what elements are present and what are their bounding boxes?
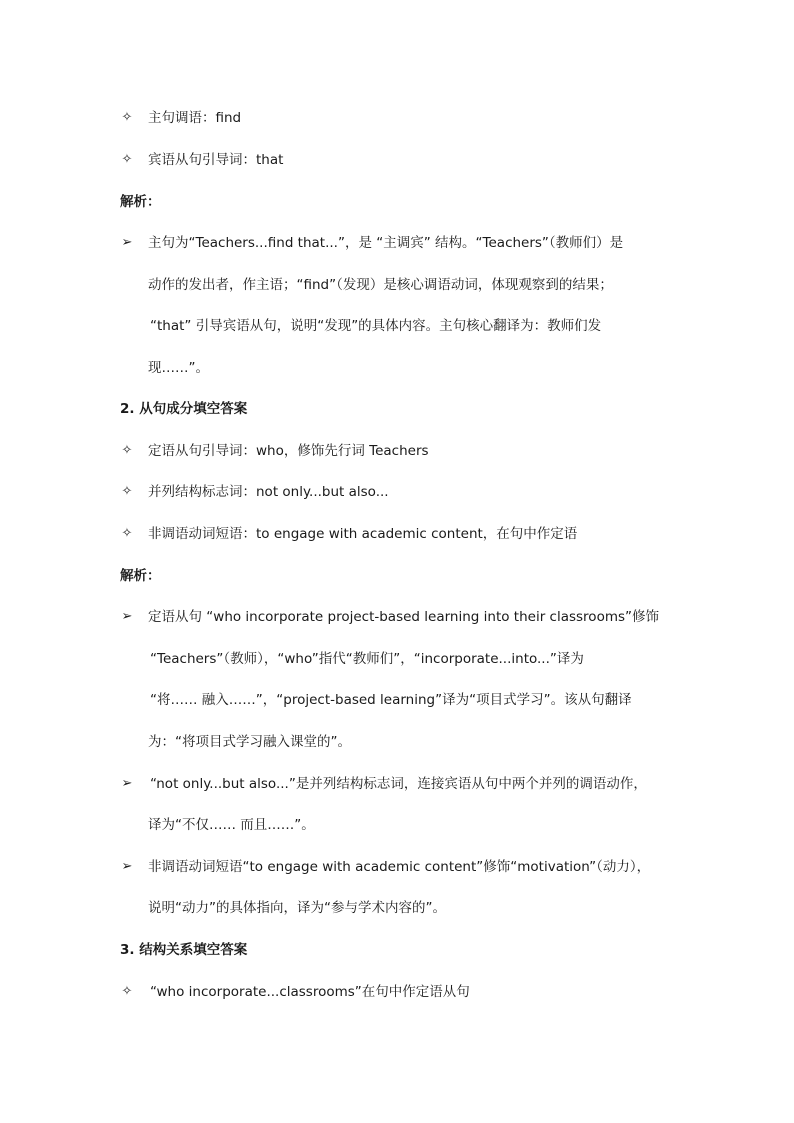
item-text: 主句调语：find: [148, 110, 242, 126]
item-text: 定语从句引导词：who，修饰先行词 Teachers: [148, 443, 429, 459]
diamond-bullet-icon: ✧: [121, 526, 133, 541]
diamond-bullet-icon: ✧: [121, 484, 133, 499]
item-text: 非调语动词短语：to engage with academic content，在句中作定语: [148, 526, 578, 542]
item-text: 并列结构标志词：not only...but also...: [148, 484, 389, 500]
item-text: 宾语从句引导词：that: [148, 152, 284, 168]
diamond-bullet-icon: ✧: [121, 110, 133, 125]
item-text: 定语从句 “who incorporate project-based learning into their classrooms”修饰: [148, 609, 660, 625]
item-text: 主句为“Teachers...find that...”，是 “主调宾” 结构。“Teachers”（教师们）是: [148, 235, 624, 251]
diamond-bullet-icon: ✧: [121, 984, 133, 999]
diamond-bullet-icon: ✧: [121, 443, 133, 458]
document-page: ✧ 主句调语：find ✧ 宾语从句引导词：that 解析： ➢ 主句为“Teachers...find that...”，是 “主调宾” 结构。“Teachers”（教师们）是 动作的发出者，作主语；“find”（发现）是核心调语动词，体现观察到的结果； “that” 引导宾语从句，说明“发现”的具体内容。主句核心翻译为：教师们发 现……”。 2. 从句成分填空答案 ✧ 定语从句引导词：who，修饰先行词 Teachers ✧ 并列结构标志词：not only...but also... ✧ 非调语动词短语：to engage with academic content，在句中作定语 解析： ➢ 定语从句 “who incorporate project-based learning into their classrooms”修饰 “Teachers”（教师），“who”指代“教师们”，“incorporate...into...”译为 “将…… 融入……”，“project-based learning”译为“项目式学习”。该从句翻译 为：“将项目式学习融入课堂的”。 ➢ “not only...but also...”是并列结构标志词，连接宾语从句中两个并列的调语动作， 译为“不仅…… 而且……”。 ➢ 非调语动词短语“to engage with academic content”修饰“motivation”（动力）， 说明“动力”的具体指向，译为“参与学术内容的”。 3. 结构关系填空答案 ✧ “who incorporate...classrooms”在句中作定语从句: [120, 110, 660, 1000]
item-text: “who incorporate...classrooms”在句中作定语从句: [150, 984, 470, 1000]
arrow-bullet-icon: ➢: [121, 776, 133, 791]
arrow-bullet-icon: ➢: [121, 859, 133, 874]
arrow-bullet-icon: ➢: [121, 235, 133, 250]
arrow-bullet-icon: ➢: [121, 609, 133, 624]
diamond-bullet-icon: ✧: [121, 152, 133, 167]
item-text: “not only...but also...”是并列结构标志词，连接宾语从句中两个并列的调语动作，: [150, 776, 647, 792]
item-text: 非调语动词短语“to engage with academic content”修饰“motivation”（动力），: [148, 859, 651, 875]
